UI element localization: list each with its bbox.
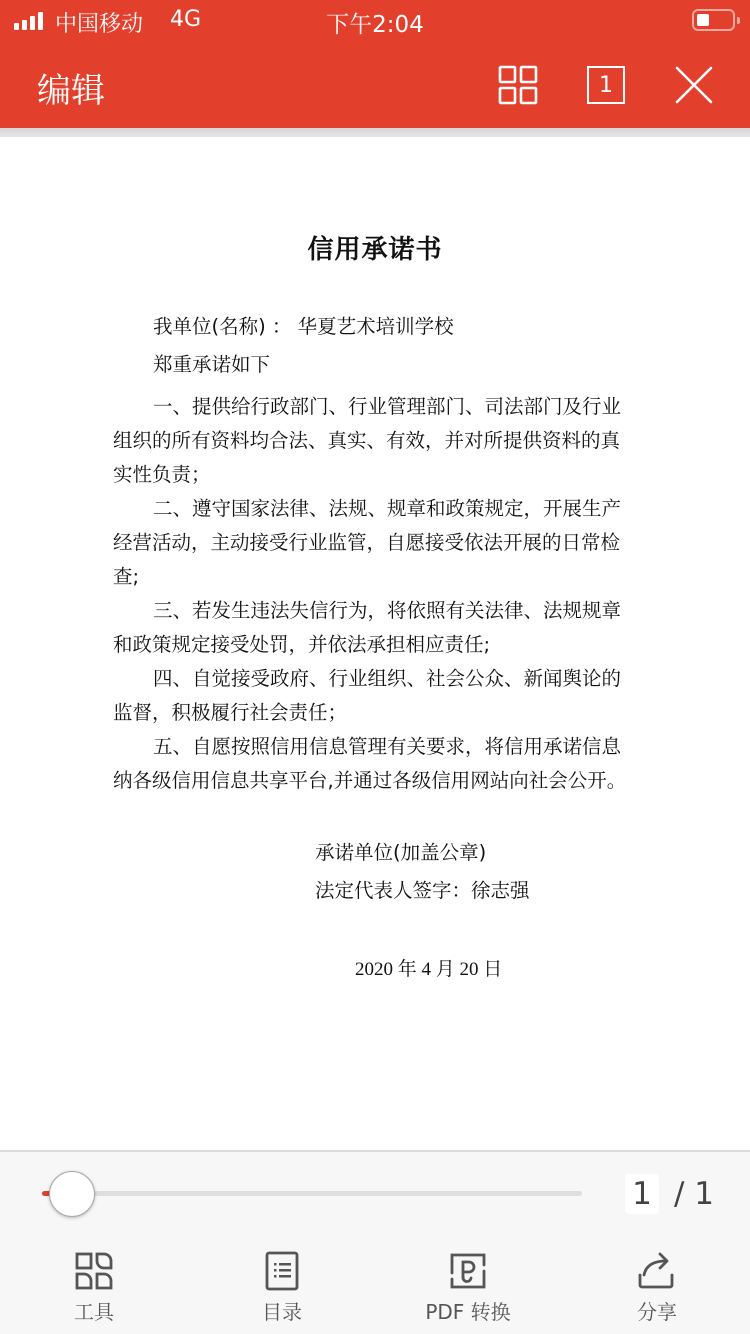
doc-line: 三、若发生违法失信行为，将依照有关法律、法规规章: [153, 599, 622, 622]
pdf-convert-button[interactable]: [408, 1250, 528, 1325]
doc-line: 实性负责；: [113, 463, 211, 486]
signature-unit: 承诺单位(加盖公章): [315, 841, 487, 864]
status-time: 下午2:04: [326, 12, 424, 38]
pdf-convert-label: PDF 转换: [425, 1300, 511, 1324]
status-bar: [0, 0, 750, 40]
header-divider: [0, 128, 750, 137]
doc-line: 和政策规定接受处罚，并依法承担相应责任;: [113, 633, 491, 656]
document-title: 信用承诺书: [307, 235, 443, 265]
close-icon: [674, 65, 714, 105]
tools-icon: [74, 1251, 114, 1291]
title-bar: [0, 45, 750, 125]
doc-line: 经营活动，主动接受行业监管，自愿接受依法开展的日常检: [113, 531, 621, 554]
doc-line: 一、提供给行政部门、行业管理部门、司法部门及行业: [153, 395, 622, 418]
doc-line: 监督，积极履行社会责任；: [113, 701, 348, 724]
toc-icon: [264, 1250, 300, 1292]
app-header: [0, 0, 750, 128]
bottom-toolbar: [0, 1150, 750, 1334]
carrier-name: 中国移动: [55, 12, 144, 37]
network-type: 4G: [170, 7, 202, 32]
signature-representative: 法定代表人签字：徐志强: [315, 879, 530, 902]
doc-line: 五、自愿按照信用信息管理有关要求，将信用承诺信息: [153, 735, 622, 758]
doc-line: 纳各级信用信息共享平台,并通过各级信用网站向社会公开。: [113, 769, 627, 792]
tools-label: 工具: [74, 1300, 114, 1324]
document-page[interactable]: [0, 137, 750, 1151]
grid-view-button[interactable]: [496, 63, 540, 107]
tools-button[interactable]: [34, 1250, 154, 1325]
share-icon: [636, 1251, 678, 1291]
doc-line: 组织的所有资料均合法、真实、有效，并对所提供资料的真: [113, 429, 621, 452]
pdf-convert-icon: [448, 1251, 488, 1291]
share-label: 分享: [637, 1300, 677, 1324]
total-pages: / 1: [674, 1176, 715, 1212]
doc-line-unit: 我单位(名称) ： 华夏艺术培训学校: [153, 315, 454, 338]
page-slider-thumb[interactable]: [49, 1171, 95, 1217]
share-button[interactable]: [597, 1250, 717, 1325]
toc-button[interactable]: [222, 1250, 342, 1325]
battery-icon: [692, 9, 735, 31]
close-button[interactable]: [672, 63, 716, 107]
current-page-input[interactable]: 1: [625, 1174, 659, 1214]
signature-date: 2020 年 4 月 20 日: [355, 959, 503, 980]
grid-view-icon: [498, 65, 538, 105]
doc-line-intro: 郑重承诺如下: [153, 353, 271, 376]
edit-button[interactable]: 编辑: [37, 71, 105, 111]
page-slider-track[interactable]: [70, 1191, 582, 1196]
page-mode-button[interactable]: [584, 63, 628, 107]
doc-line: 二、遵守国家法律、法规、规章和政策规定，开展生产: [153, 497, 622, 520]
doc-line: 查;: [113, 565, 140, 588]
toc-label: 目录: [262, 1300, 302, 1324]
doc-line: 四、自觉接受政府、行业组织、社会公众、新闻舆论的: [153, 667, 622, 690]
single-page-icon: 1: [587, 66, 625, 104]
